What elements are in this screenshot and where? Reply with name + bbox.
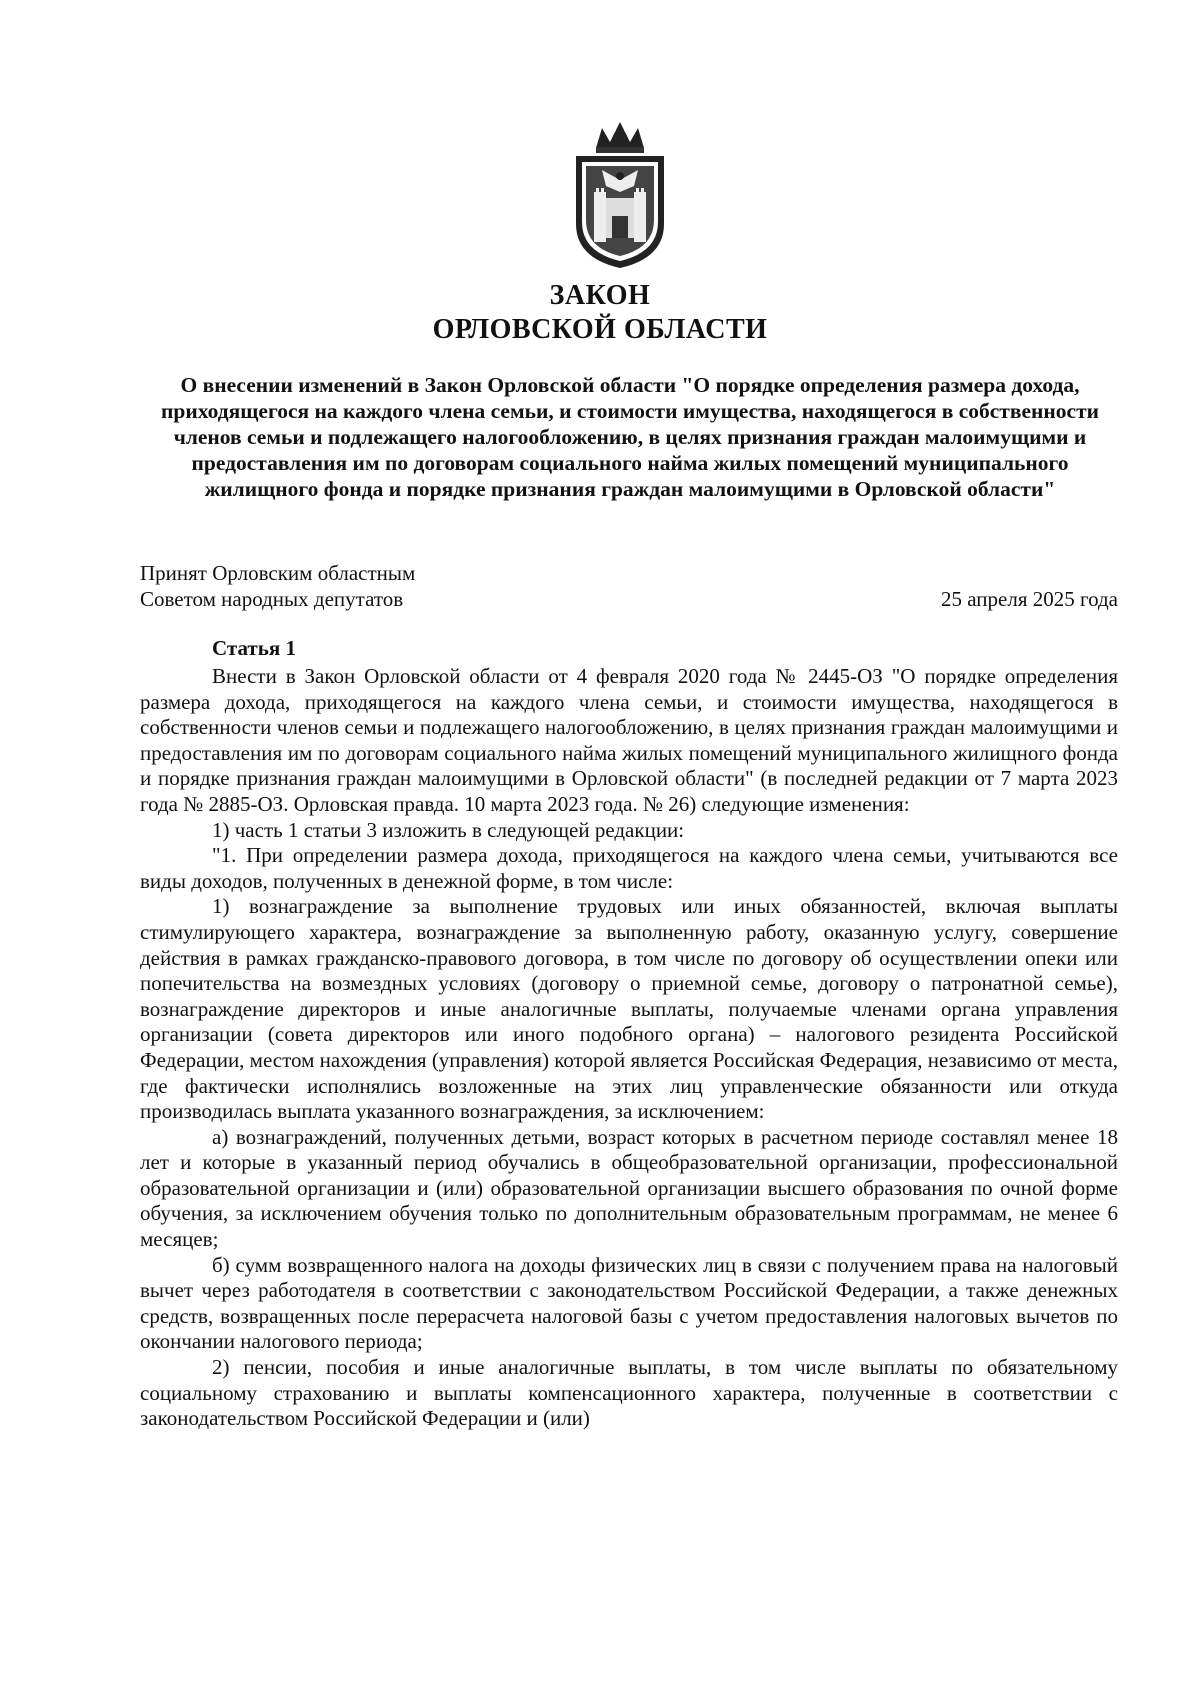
document-title: ЗАКОН	[549, 280, 651, 311]
adoption-line-1: Принят Орловским областным	[140, 561, 416, 585]
paragraph: Внести в Закон Орловской области от 4 февраля 2020 года № 2445-ОЗ "О порядке определения размера дохода, приходящегося на каждого члена семьи, и стоимости имущества, находящегося в собственности членов семьи и подлежащего налогообложению, в целях признания граждан малоимущими и предоставления им по договорам социального найма жилых помещений муниципального жилищного фонда и порядке признания граждан малоимущими в Орловской области" (в последней редакции от 7 марта 2023 года № 2885-ОЗ. Орловская правда. 10 марта 2023 года. № 26) следующие изменения:	[140, 664, 1118, 816]
adoption-line-2: Советом народных депутатов	[140, 587, 404, 611]
document-subject: О внесении изменений в Закон Орловской области "О порядке определения размера дохода, приходящегося на каждого члена семьи, и стоимости имущества, находящегося в собственности членов семьи и подлежащего налогообложению, в целях признания граждан малоимущими и предоставления им по договорам социального найма жилых помещений муниципального жилищного фонда и порядке признания граждан малоимущими в Орловской области"	[160, 373, 1100, 501]
paragraph: 1) часть 1 статьи 3 изложить в следующей редакции:	[212, 817, 685, 842]
adoption-date: 25 апреля 2025 года	[941, 587, 1118, 611]
paragraph: а) вознаграждений, полученных детьми, возраст которых в расчетном периоде составлял менее 18 лет и которые в указанный период обучались в общеобразовательной организации, профессиональной образовательной организации и (или) образовательной организации высшего образования по очной форме обучения, за исключением обучения только по дополнительным образовательным программам, не менее 6 месяцев;	[140, 1124, 1118, 1252]
paragraph: 2) пенсии, пособия и иные аналогичные выплаты, в том числе выплаты по обязательному социальному страхованию и выплаты компенсационного характера, полученные в соответствии с законодательством Российской Федерации и (или)	[140, 1355, 1118, 1431]
paragraph: "1. При определении размера дохода, приходящегося на каждого члена семьи, учитываются все виды доходов, полученных в денежной форме, в том числе:	[140, 843, 1118, 893]
adoption-note	[140, 560, 415, 612]
article-body	[140, 664, 1118, 1432]
paragraph: 1) вознаграждение за выполнение трудовых или иных обязанностей, включая выплаты стимулирующего характера, вознаграждение за выполненную работу, оказанную услугу, совершение действия в рамках гражданско-правового договора, в том числе по договору об осуществлении опеки или попечительства на возмездных условиях (договору о приемной семье, договору о патронатной семье), вознаграждение директоров и иные аналогичные выплаты, получаемые членами органа управления организации (совета директоров или иного подобного органа) – налогового резидента Российской Федерации, местом нахождения (управления) которой является Российская Федерация, независимо от места, где фактически исполнялись возложенные на этих лиц управленческие обязанности или откуда производилась выплата указанного вознаграждения, за исключением:	[140, 894, 1118, 1124]
article-heading: Статья 1	[212, 636, 296, 660]
coat-of-arms-icon	[566, 120, 674, 270]
paragraph: б) сумм возвращенного налога на доходы физических лиц в связи с получением права на налоговый вычет через работодателя в соответствии с законодательством Российской Федерации, а также денежных средств, возвращенных после перерасчета налоговой базы с учетом предоставления налоговых вычетов по окончании налогового периода;	[140, 1252, 1118, 1354]
document-region: ОРЛОВСКОЙ ОБЛАСТИ	[432, 314, 768, 345]
